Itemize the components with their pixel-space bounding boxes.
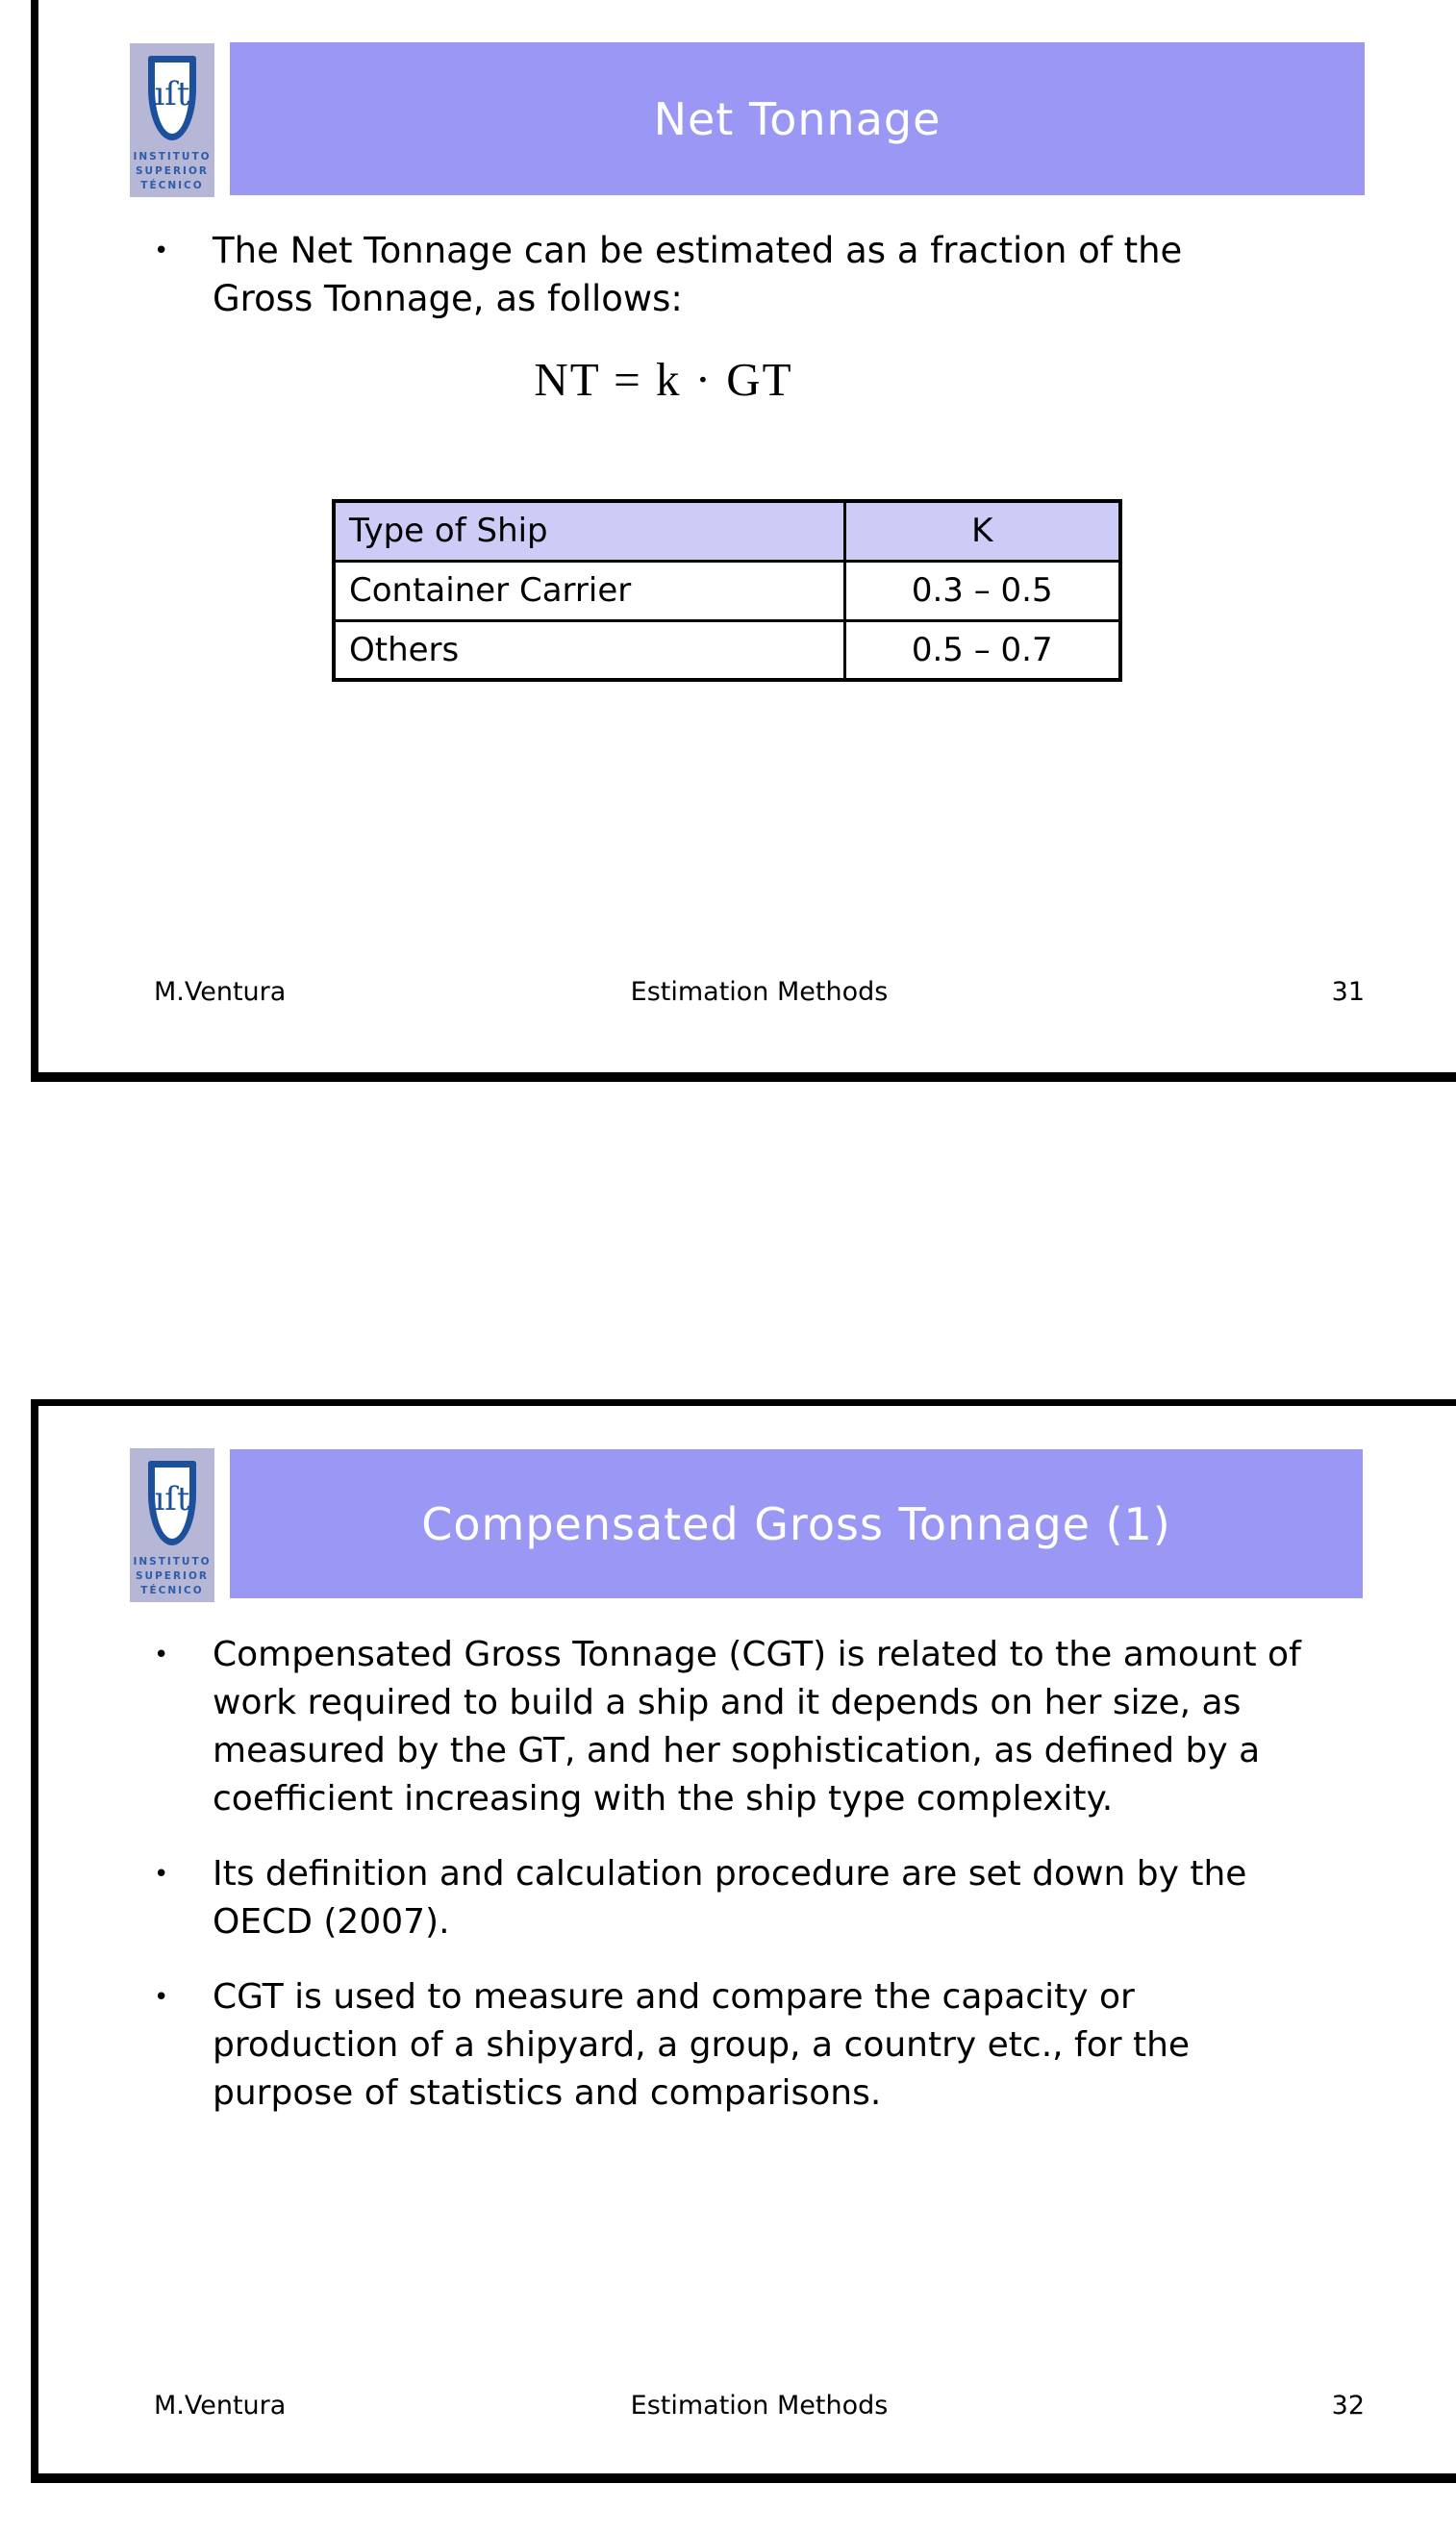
cell-ship-type: Container Carrier (334, 561, 844, 620)
slide2-title-bar (230, 1449, 1363, 1598)
footer-page-number: 31 (1331, 977, 1365, 1007)
slide-2 (31, 1399, 1456, 2483)
footer-page-number: 32 (1331, 2391, 1365, 2421)
cell-ship-type: Others (334, 620, 844, 680)
slide1-title: Net Tonnage (653, 92, 941, 145)
slide2-footer (38, 2391, 1456, 2421)
ist-logo (130, 1448, 214, 1602)
footer-course: Estimation Methods (630, 2391, 889, 2421)
slide-1 (31, 0, 1456, 1082)
ist-logo-text: INSTITUTO SUPERIOR TÉCNICO (133, 151, 212, 191)
slide1-bullet-text: The Net Tonnage can be estimated as a fraction of the Gross Tonnage, as follows: (213, 230, 1183, 319)
slide2-title: Compensated Gross Tonnage (1) (421, 1497, 1171, 1550)
ist-monogram: ıſt (154, 75, 190, 113)
table-header-row (334, 501, 1120, 561)
slide2-bullet (152, 1850, 1364, 1946)
slide2-bullet (152, 1973, 1364, 2118)
ist-shield-icon (148, 56, 196, 140)
slide2-bullet (152, 1631, 1364, 1823)
net-tonnage-formula: NT = k · GT (534, 353, 793, 406)
header-k: K (844, 501, 1120, 561)
ist-logo (130, 43, 214, 197)
footer-course: Estimation Methods (630, 977, 889, 1007)
slide1-title-bar (230, 42, 1365, 195)
ist-monogram: ıſt (154, 1480, 190, 1518)
slide2-bullet-text: CGT is used to measure and compare the capacity or production of a shipyard, a group, a country etc., for the purpose of statistics and comparisons. (213, 1977, 1191, 2113)
k-coefficient-table (332, 499, 1122, 682)
bullet-dot: • (154, 1860, 169, 1889)
slide1-bullet (152, 227, 1344, 323)
footer-author: M.Ventura (154, 977, 287, 1007)
table-row (334, 620, 1120, 680)
cell-k-value: 0.5 – 0.7 (844, 620, 1120, 680)
slide2-bullet-text: Its definition and calculation procedure are set down by the OECD (2007). (213, 1854, 1247, 1942)
footer-author: M.Ventura (154, 2391, 287, 2421)
slide2-bullet-text: Compensated Gross Tonnage (CGT) is related to the amount of work required to build a ship and it depends on her size, as measured by the GT, and her sophistication, as defined by a coefficient increasing with the ship type complexity. (213, 1635, 1301, 1819)
ist-logo-text: INSTITUTO SUPERIOR TÉCNICO (133, 1556, 212, 1596)
bullet-dot: • (154, 1641, 169, 1669)
table-row (334, 561, 1120, 620)
slide2-bullet-list (152, 1631, 1364, 2118)
slide1-footer (38, 977, 1456, 1007)
ist-shield-icon (148, 1461, 196, 1545)
bullet-dot: • (154, 1983, 169, 2012)
header-type-of-ship: Type of Ship (334, 501, 844, 561)
bullet-dot: • (154, 237, 169, 265)
cell-k-value: 0.3 – 0.5 (844, 561, 1120, 620)
